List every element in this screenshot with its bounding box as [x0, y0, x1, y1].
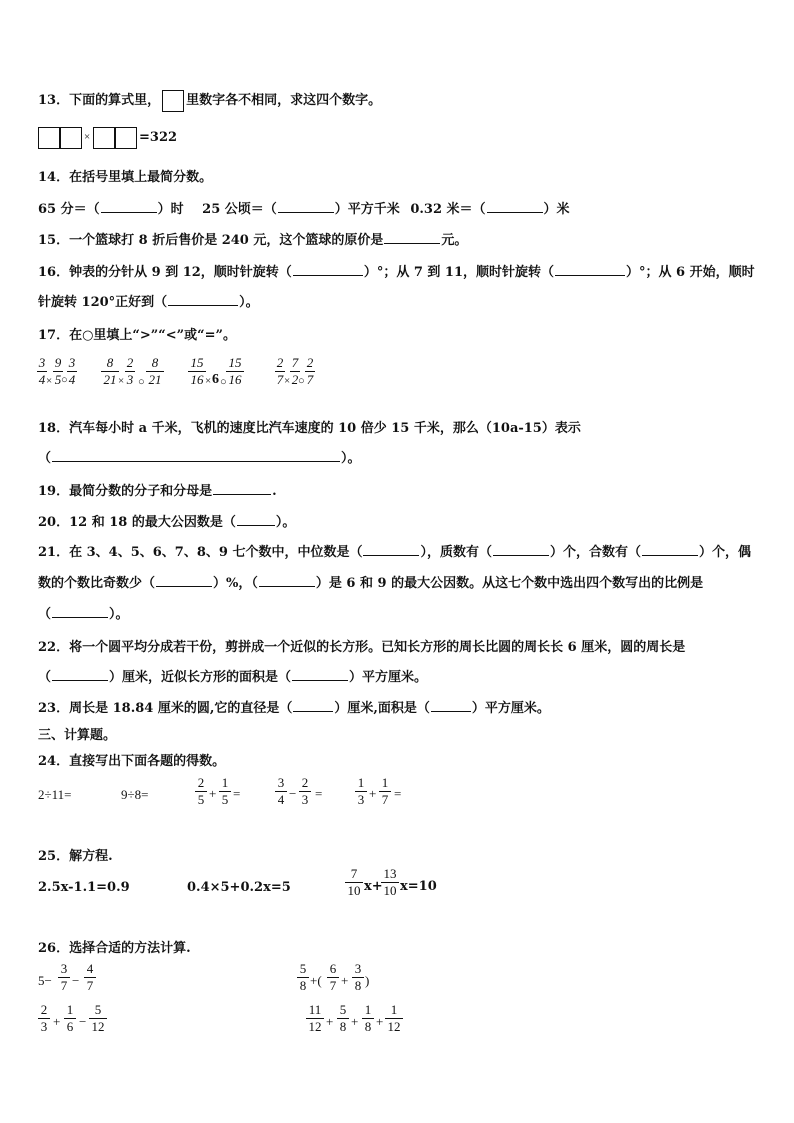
q16-blank-2[interactable] — [555, 274, 625, 276]
q18-open: （ — [38, 451, 52, 466]
q24-f3-frac1: 1 3 — [355, 776, 367, 807]
q24-f2-frac2: 2 3 — [299, 776, 311, 807]
q26d-op2: + — [351, 1014, 359, 1029]
q19-blank[interactable] — [213, 493, 271, 495]
q14-c2: ）米 — [543, 202, 570, 217]
q26d-op1: + — [326, 1014, 334, 1029]
q22-line2 — [38, 666, 427, 685]
q17-g4-frac1: 2 7 — [276, 355, 284, 387]
q17-g4-frac3: 2 7 — [306, 355, 314, 387]
q21-e: 数的个数比奇数少（ — [38, 576, 156, 591]
q22-c: ）平方厘米。 — [349, 670, 428, 685]
q26a-frac1: 3 7 — [58, 962, 70, 993]
q21-h: （ — [38, 607, 52, 622]
q15-b: 元。 — [441, 233, 468, 248]
q20-blank[interactable] — [237, 524, 275, 526]
q13-sample-box — [162, 90, 184, 112]
q17-g3-mid: 6 — [212, 372, 219, 387]
q26b-frac2: 6 7 — [327, 962, 339, 993]
q24-e1: 2÷11= — [38, 787, 72, 802]
q16-line2 — [38, 291, 259, 310]
q26d-frac3: 1 8 — [362, 1003, 374, 1034]
q17-g4-frac2: 7 2 — [291, 355, 299, 387]
q25-title: 25．解方程. — [38, 849, 113, 864]
q24-f1-op: + — [209, 786, 217, 801]
q17-g2-frac2: 2 3 — [126, 355, 134, 387]
q13-text-a: 13．下面的算式里， — [38, 93, 161, 108]
q23-blank-1[interactable] — [293, 710, 333, 712]
q14-a: 65 分＝（ — [38, 202, 100, 217]
q16-c: ）°；从 6 开始，顺时 — [626, 265, 755, 280]
q20-line — [38, 511, 295, 530]
q16-blank-3[interactable] — [168, 304, 238, 306]
q22-line1: 22．将一个圆平均分成若干份，剪拼成一个近似的长方形。已知长方形的周长比圆的周长长 6 厘米，圆的周长是 — [38, 640, 686, 655]
q26c-op1: + — [53, 1014, 61, 1029]
q17-title: 17．在○里填上“>”“<”或“=”。 — [38, 328, 236, 343]
q20-b: ）。 — [275, 515, 296, 530]
q22-blank-2[interactable] — [292, 679, 348, 681]
q21-blank-6[interactable] — [52, 616, 108, 618]
q18-close: ）。 — [341, 451, 361, 466]
q25-e3-mid: x+ — [364, 879, 383, 894]
q20-a: 20．12 和 18 的最大公因数是（ — [38, 515, 236, 530]
q14-blank-c[interactable] — [487, 211, 543, 213]
q26d-frac4: 1 12 — [385, 1003, 403, 1034]
q24-f1-eq: = — [233, 786, 241, 801]
q17-g1-frac2: 9 5 — [54, 355, 62, 387]
q23-b: ）厘米,面积是（ — [334, 701, 430, 716]
q21-blank-3[interactable] — [642, 554, 698, 556]
q17-g2-circle[interactable]: ○ — [138, 376, 145, 388]
q17-g2-op1: × — [118, 375, 125, 387]
q21-line2 — [38, 572, 703, 591]
q14-title: 14．在括号里填上最简分数。 — [38, 170, 213, 185]
q25-e3-frac1: 7 10 — [345, 867, 363, 898]
q21-b: ），质数有（ — [420, 545, 492, 560]
q24-f3-eq: = — [394, 786, 402, 801]
q16-a: 16．钟表的分针从 9 到 12，顺时针旋转（ — [38, 265, 292, 280]
q23-a: 23．周长是 18.84 厘米的圆,它的直径是（ — [38, 701, 293, 716]
q14-b2: ）平方千米 — [334, 202, 400, 217]
q13-box-4[interactable] — [115, 127, 137, 149]
q17-g1-circle[interactable]: ○ — [61, 374, 68, 386]
q26a-frac2: 4 7 — [84, 962, 96, 993]
q13-text-b: 里数字各不相同，求这四个数字。 — [186, 93, 382, 108]
q24-f1-frac2: 1 5 — [219, 776, 231, 807]
q26b-op1: +( — [310, 973, 322, 988]
q24-f3-frac2: 1 7 — [379, 776, 391, 807]
q26b-frac3: 3 8 — [352, 962, 364, 993]
q13-times: × — [84, 131, 91, 143]
q26a-op: − — [72, 973, 80, 988]
q16-b: ）°；从 7 到 11，顺时针旋转（ — [363, 265, 555, 280]
q26d-op3: + — [376, 1014, 384, 1029]
q23-blank-2[interactable] — [431, 710, 471, 712]
q18-line2 — [38, 447, 361, 466]
q17-g1-frac1: 3 4 — [38, 355, 46, 387]
q25-e3-tail: x=10 — [400, 879, 437, 894]
q17-g3-frac1: 15 16 — [188, 356, 206, 387]
q16-blank-1[interactable] — [293, 274, 363, 276]
q13-box-3[interactable] — [93, 127, 115, 149]
q19-b: . — [272, 484, 277, 499]
q14-blank-b[interactable] — [278, 211, 334, 213]
q24-title: 24．直接写出下面各题的得数。 — [38, 754, 226, 769]
q17-g3-frac3: 15 16 — [226, 356, 244, 387]
q16-line1 — [38, 261, 755, 280]
q18-blank[interactable] — [52, 460, 340, 462]
q15-blank[interactable] — [384, 242, 440, 244]
q17-g2-frac3: 8 21 — [146, 356, 164, 387]
q21-f: ）%，（ — [213, 576, 258, 591]
q26d-frac1: 11 12 — [306, 1003, 324, 1034]
q14-line — [38, 198, 570, 217]
q24-f2-eq: = — [315, 786, 323, 801]
q17-g2-frac1: 8 21 — [101, 356, 119, 387]
q21-c: ）个，合数有（ — [549, 545, 641, 560]
q18-line1: 18．汽车每小时 a 千米，飞机的速度比汽车速度的 10 倍少 15 千米，那么（10a-15）表示 — [38, 421, 581, 436]
q21-line3 — [38, 603, 129, 622]
q23-line — [38, 697, 550, 716]
q26d-frac2: 5 8 — [337, 1003, 349, 1034]
q26b-frac1: 5 8 — [297, 962, 309, 993]
q26a-lead: 5− — [38, 973, 52, 988]
q19-line — [38, 480, 277, 499]
q17-g3-circle[interactable]: ○ — [220, 376, 227, 388]
q21-blank-1[interactable] — [363, 554, 419, 556]
q13-result: =322 — [139, 130, 178, 145]
q25-e3-frac2: 13 10 — [381, 867, 399, 898]
q16-d: 针旋转 120°正好到（ — [38, 295, 168, 310]
q26c-frac3: 5 12 — [89, 1003, 107, 1034]
q14-b: 25 公顷＝（ — [202, 202, 277, 217]
q21-blank-2[interactable] — [493, 554, 549, 556]
q25-e2: 0.4×5+0.2x=5 — [187, 880, 291, 895]
q15-line — [38, 229, 467, 248]
q15-a: 15．一个篮球打 8 折后售价是 240 元，这个篮球的原价是 — [38, 233, 384, 248]
q17-g4-op1: × — [284, 375, 291, 387]
q14-a2: ）时 — [157, 202, 184, 217]
q17-g4-circle[interactable]: ○ — [298, 375, 305, 387]
q21-line1 — [38, 541, 751, 560]
q13-box-1[interactable] — [38, 127, 60, 149]
q13-box-2[interactable] — [60, 127, 82, 149]
q22-b: ）厘米，近似长方形的面积是（ — [109, 670, 292, 685]
q19-a: 19．最简分数的分子和分母是 — [38, 484, 213, 499]
q21-blank-4[interactable] — [156, 585, 212, 587]
q22-blank-1[interactable] — [52, 679, 108, 681]
q14-blank-a[interactable] — [101, 211, 157, 213]
q17-g1-op1: × — [46, 375, 53, 387]
q26c-frac1: 2 3 — [38, 1003, 50, 1034]
q24-f3-op: + — [369, 786, 377, 801]
q13-text — [38, 89, 381, 112]
q16-e: ）。 — [239, 295, 259, 310]
q21-i: ）。 — [109, 607, 129, 622]
q26c-frac2: 1 6 — [64, 1003, 76, 1034]
q17-g3-op1: × — [205, 375, 212, 387]
q21-d: ）个，偶 — [699, 545, 752, 560]
q25-e1: 2.5x-1.1=0.9 — [38, 880, 130, 895]
q26b-op2: + — [341, 973, 349, 988]
q26-title: 26．选择合适的方法计算. — [38, 941, 191, 956]
q22-a: （ — [38, 670, 52, 685]
q17-g1-frac3: 3 4 — [68, 355, 76, 387]
q24-e2: 9÷8= — [121, 787, 149, 802]
q21-a: 21．在 3、4、5、6、7、8、9 七个数中，中位数是（ — [38, 545, 363, 560]
section-3-heading: 三、计算题。 — [38, 728, 117, 743]
q24-f1-frac1: 2 5 — [195, 776, 207, 807]
q21-g: ）是 6 和 9 的最大公因数。从这七个数中选出四个数写出的比例是 — [315, 576, 704, 591]
q26b-tail: ) — [365, 973, 370, 988]
q21-blank-5[interactable] — [259, 585, 315, 587]
q26c-op2: − — [79, 1014, 87, 1029]
q24-f2-op: − — [289, 786, 297, 801]
q23-c: ）平方厘米。 — [471, 701, 550, 716]
q14-c: 0.32 米＝（ — [410, 202, 486, 217]
q24-f2-frac1: 3 4 — [275, 776, 287, 807]
